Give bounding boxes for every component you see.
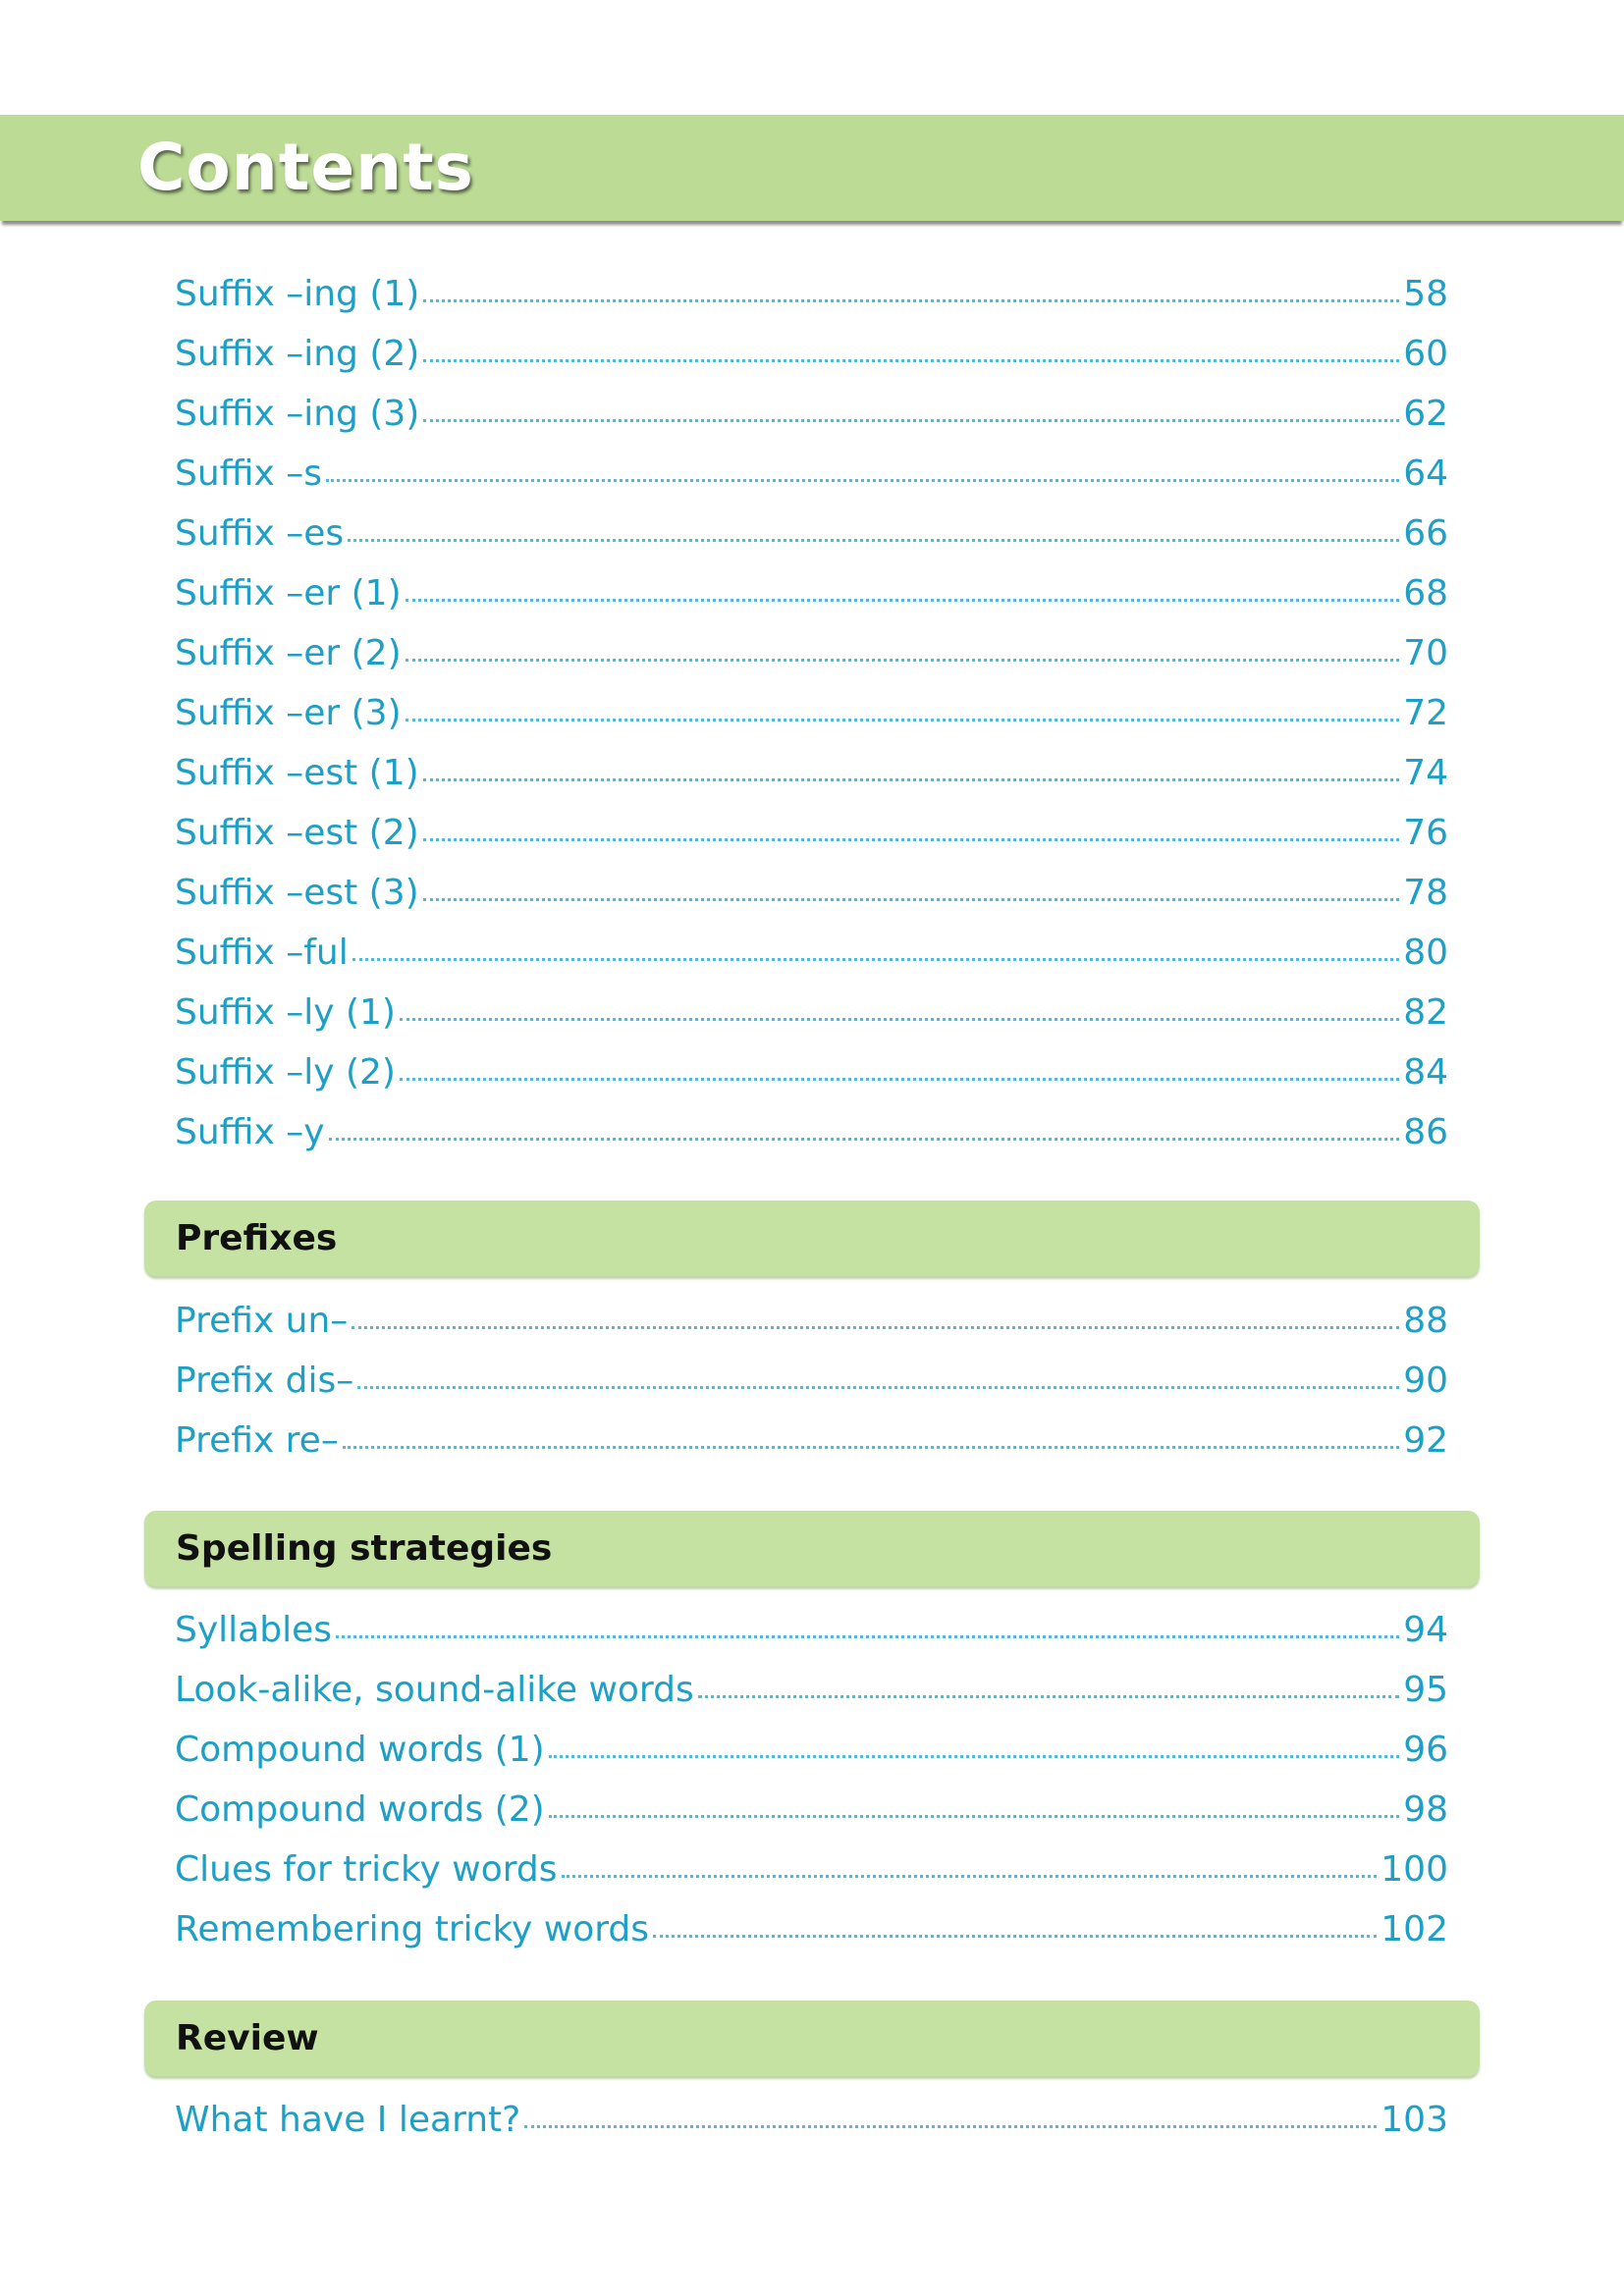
dot-leader	[343, 1446, 1399, 1449]
toc-entry-page: 72	[1403, 693, 1448, 733]
toc-entry-page: 102	[1380, 1909, 1448, 1949]
toc-entry-label: Suffix –ful	[175, 933, 349, 973]
toc-entry-label: Prefix un–	[175, 1301, 349, 1341]
toc-entry[interactable]	[175, 563, 1448, 623]
toc-entry[interactable]	[175, 504, 1448, 563]
toc-entry-page: 74	[1403, 753, 1448, 793]
dot-leader	[400, 1018, 1399, 1021]
toc-entry-label: Suffix –ing (1)	[175, 274, 420, 314]
toc-entry-label: Compound words (2)	[175, 1789, 545, 1830]
toc-entry-label: Suffix –er (3)	[175, 693, 402, 733]
toc-entry[interactable]	[175, 324, 1448, 384]
toc-entry[interactable]	[175, 863, 1448, 923]
toc-entry-label: Suffix –er (2)	[175, 633, 402, 673]
toc-entry[interactable]	[175, 384, 1448, 444]
dot-leader	[400, 1078, 1399, 1081]
suffix-entries-list	[175, 264, 1448, 1162]
toc-entry-label: Suffix –ly (1)	[175, 992, 396, 1033]
toc-entry[interactable]	[175, 1780, 1448, 1840]
toc-entry-label: Suffix –y	[175, 1112, 325, 1152]
toc-entry[interactable]	[175, 2090, 1448, 2150]
section-header-review	[144, 2001, 1480, 2076]
dot-leader	[348, 539, 1399, 542]
toc-entry-label: Suffix –es	[175, 513, 345, 554]
dot-leader	[698, 1695, 1399, 1698]
toc-entry-page: 64	[1403, 454, 1448, 494]
dot-leader	[329, 1138, 1400, 1141]
toc-entry-page: 103	[1380, 2100, 1448, 2140]
toc-entry[interactable]	[175, 1351, 1448, 1411]
toc-entry-label: Prefix dis–	[175, 1361, 354, 1401]
dot-leader	[423, 299, 1399, 302]
dot-leader	[357, 1386, 1399, 1389]
toc-entry-page: 92	[1403, 1420, 1448, 1461]
toc-entry-page: 58	[1403, 274, 1448, 314]
toc-entry[interactable]	[175, 1042, 1448, 1102]
dot-leader	[653, 1935, 1377, 1938]
toc-entry[interactable]	[175, 264, 1448, 324]
toc-entry-page: 98	[1403, 1789, 1448, 1830]
toc-entry-label: Suffix –est (3)	[175, 873, 419, 913]
toc-entry[interactable]	[175, 743, 1448, 803]
dot-leader	[562, 1875, 1378, 1878]
toc-entry-page: 70	[1403, 633, 1448, 673]
toc-entry-page: 80	[1403, 933, 1448, 973]
page-title: Contents	[137, 130, 474, 205]
toc-entry-page: 62	[1403, 394, 1448, 434]
toc-entry-page: 82	[1403, 992, 1448, 1033]
toc-entry-page: 68	[1403, 573, 1448, 614]
toc-entry-label: Look-alike, sound-alike words	[175, 1670, 694, 1710]
toc-entry-page: 90	[1403, 1361, 1448, 1401]
section-header-prefixes	[144, 1201, 1480, 1276]
toc-entry-label: Remembering tricky words	[175, 1909, 650, 1949]
prefix-entries-list	[175, 1291, 1448, 1470]
toc-entry-page: 100	[1380, 1849, 1448, 1890]
dot-leader	[336, 1635, 1399, 1638]
dot-leader	[423, 898, 1400, 901]
toc-entry[interactable]	[175, 683, 1448, 743]
toc-entry-label: Suffix –s	[175, 454, 322, 494]
toc-entry[interactable]	[175, 803, 1448, 863]
spelling-strategies-entries-list	[175, 1600, 1448, 1959]
toc-entry-label: Prefix re–	[175, 1420, 339, 1461]
dot-leader	[406, 719, 1400, 721]
toc-entry[interactable]	[175, 1720, 1448, 1780]
toc-entry[interactable]	[175, 1411, 1448, 1470]
toc-entry[interactable]	[175, 1102, 1448, 1162]
toc-entry-label: Suffix –ly (2)	[175, 1052, 396, 1093]
toc-entry-page: 66	[1403, 513, 1448, 554]
toc-entry[interactable]	[175, 444, 1448, 504]
toc-entry[interactable]	[175, 1660, 1448, 1720]
toc-entry[interactable]	[175, 923, 1448, 983]
dot-leader	[549, 1755, 1399, 1758]
section-header-spelling-strategies	[144, 1511, 1480, 1586]
dot-leader	[423, 838, 1400, 841]
toc-entry-label: Suffix –ing (2)	[175, 334, 420, 374]
toc-entry-page: 78	[1403, 873, 1448, 913]
toc-entry-label: Clues for tricky words	[175, 1849, 558, 1890]
toc-entry[interactable]	[175, 623, 1448, 683]
toc-entry-label: What have I learnt?	[175, 2100, 521, 2140]
section-title: Spelling strategies	[176, 1528, 553, 1569]
toc-entry-page: 84	[1403, 1052, 1448, 1093]
toc-entry-label: Syllables	[175, 1610, 332, 1650]
dot-leader	[352, 1326, 1399, 1329]
section-title: Prefixes	[176, 1218, 338, 1258]
dot-leader	[524, 2125, 1377, 2128]
toc-entry[interactable]	[175, 1600, 1448, 1660]
dot-leader	[352, 958, 1399, 961]
toc-entry-page: 76	[1403, 813, 1448, 853]
dot-leader	[549, 1815, 1399, 1818]
toc-entry-page: 86	[1403, 1112, 1448, 1152]
dot-leader	[326, 479, 1399, 482]
dot-leader	[406, 659, 1400, 662]
toc-entry[interactable]	[175, 1291, 1448, 1351]
toc-entry-page: 96	[1403, 1730, 1448, 1770]
toc-entry-label: Suffix –est (2)	[175, 813, 419, 853]
toc-entry-page: 95	[1403, 1670, 1448, 1710]
toc-entry-page: 94	[1403, 1610, 1448, 1650]
toc-entry-label: Suffix –er (1)	[175, 573, 402, 614]
contents-header-bar	[0, 115, 1624, 221]
toc-entry[interactable]	[175, 1840, 1448, 1899]
toc-entry-page: 60	[1403, 334, 1448, 374]
dot-leader	[423, 359, 1399, 362]
toc-entry-label: Suffix –ing (3)	[175, 394, 420, 434]
dot-leader	[423, 419, 1399, 422]
toc-entry-label: Compound words (1)	[175, 1730, 545, 1770]
toc-entry-page: 88	[1403, 1301, 1448, 1341]
toc-entry-label: Suffix –est (1)	[175, 753, 419, 793]
review-entries-list	[175, 2090, 1448, 2150]
section-title: Review	[176, 2018, 319, 2058]
dot-leader	[423, 778, 1400, 781]
dot-leader	[406, 599, 1400, 602]
toc-entry[interactable]	[175, 1899, 1448, 1959]
toc-entry[interactable]	[175, 983, 1448, 1042]
